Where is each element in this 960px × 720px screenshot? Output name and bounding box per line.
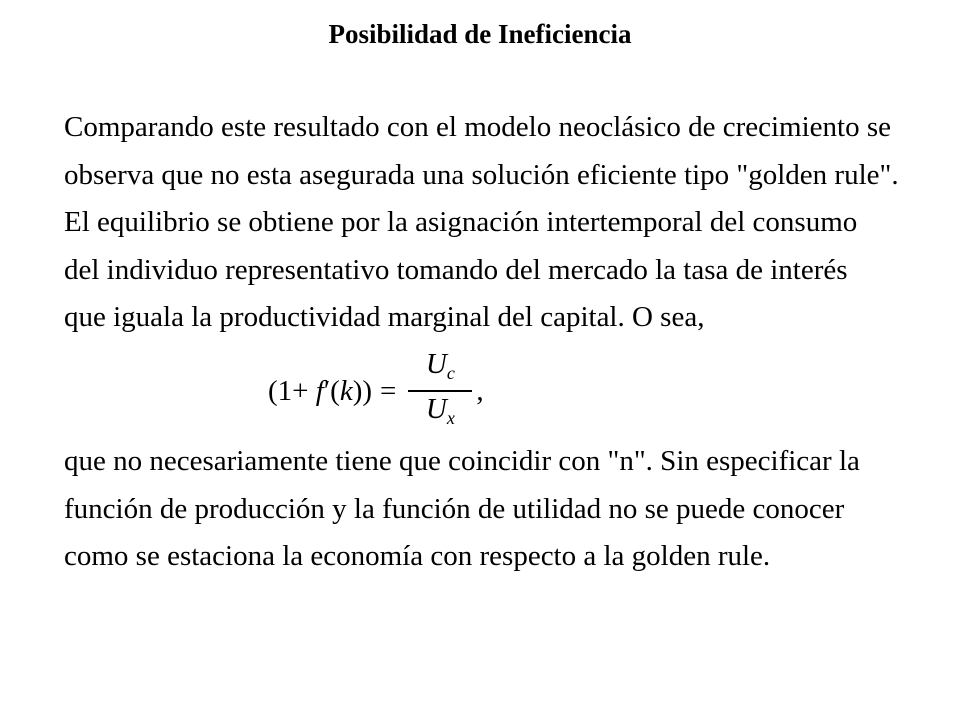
text-line: El equilibrio se obtiene por la asignación intertemporal del consumo: [64, 206, 858, 238]
eq-arg-open: (: [330, 374, 340, 407]
fraction-numerator: [418, 347, 463, 390]
eq-variable: k: [339, 374, 353, 407]
text-line: función de producción y la función de utilidad no se puede conocer: [64, 492, 845, 525]
text-line: Comparando este resultado con el modelo neoclásico de crecimiento se: [64, 111, 892, 143]
text-line: del individuo representativo tomando del mercado la tasa de interés: [64, 253, 848, 286]
equals-sign: =: [380, 374, 397, 407]
paragraph-intro: [64, 104, 944, 342]
text-line: que no necesariamente tiene que coincidir con "n". Sin especificar la: [64, 445, 860, 477]
eq-prime: ′: [323, 374, 331, 407]
paragraph-conclusion: [64, 438, 944, 581]
slide-title: Posibilidad de Ineficiencia: [328, 19, 632, 49]
eq-open: (1+: [268, 374, 316, 407]
denominator-symbol: U: [425, 393, 447, 425]
numerator-subscript: c: [446, 363, 455, 383]
numerator-symbol: U: [425, 348, 447, 380]
fraction-denominator: [418, 392, 463, 435]
text-line: como se estaciona la economía con respecto a la golden rule.: [64, 540, 771, 572]
equation: [268, 348, 484, 430]
equation-lhs: [268, 375, 372, 408]
denominator-subscript: x: [446, 408, 455, 428]
equation-comma: ,: [476, 374, 484, 407]
eq-function: f: [315, 374, 324, 407]
eq-close: )): [352, 374, 373, 407]
fraction: [408, 347, 472, 435]
text-line: que iguala la productividad marginal del capital. O sea,: [64, 301, 705, 333]
text-line: observa que no esta asegurada una solución eficiente tipo "golden rule".: [64, 158, 899, 191]
